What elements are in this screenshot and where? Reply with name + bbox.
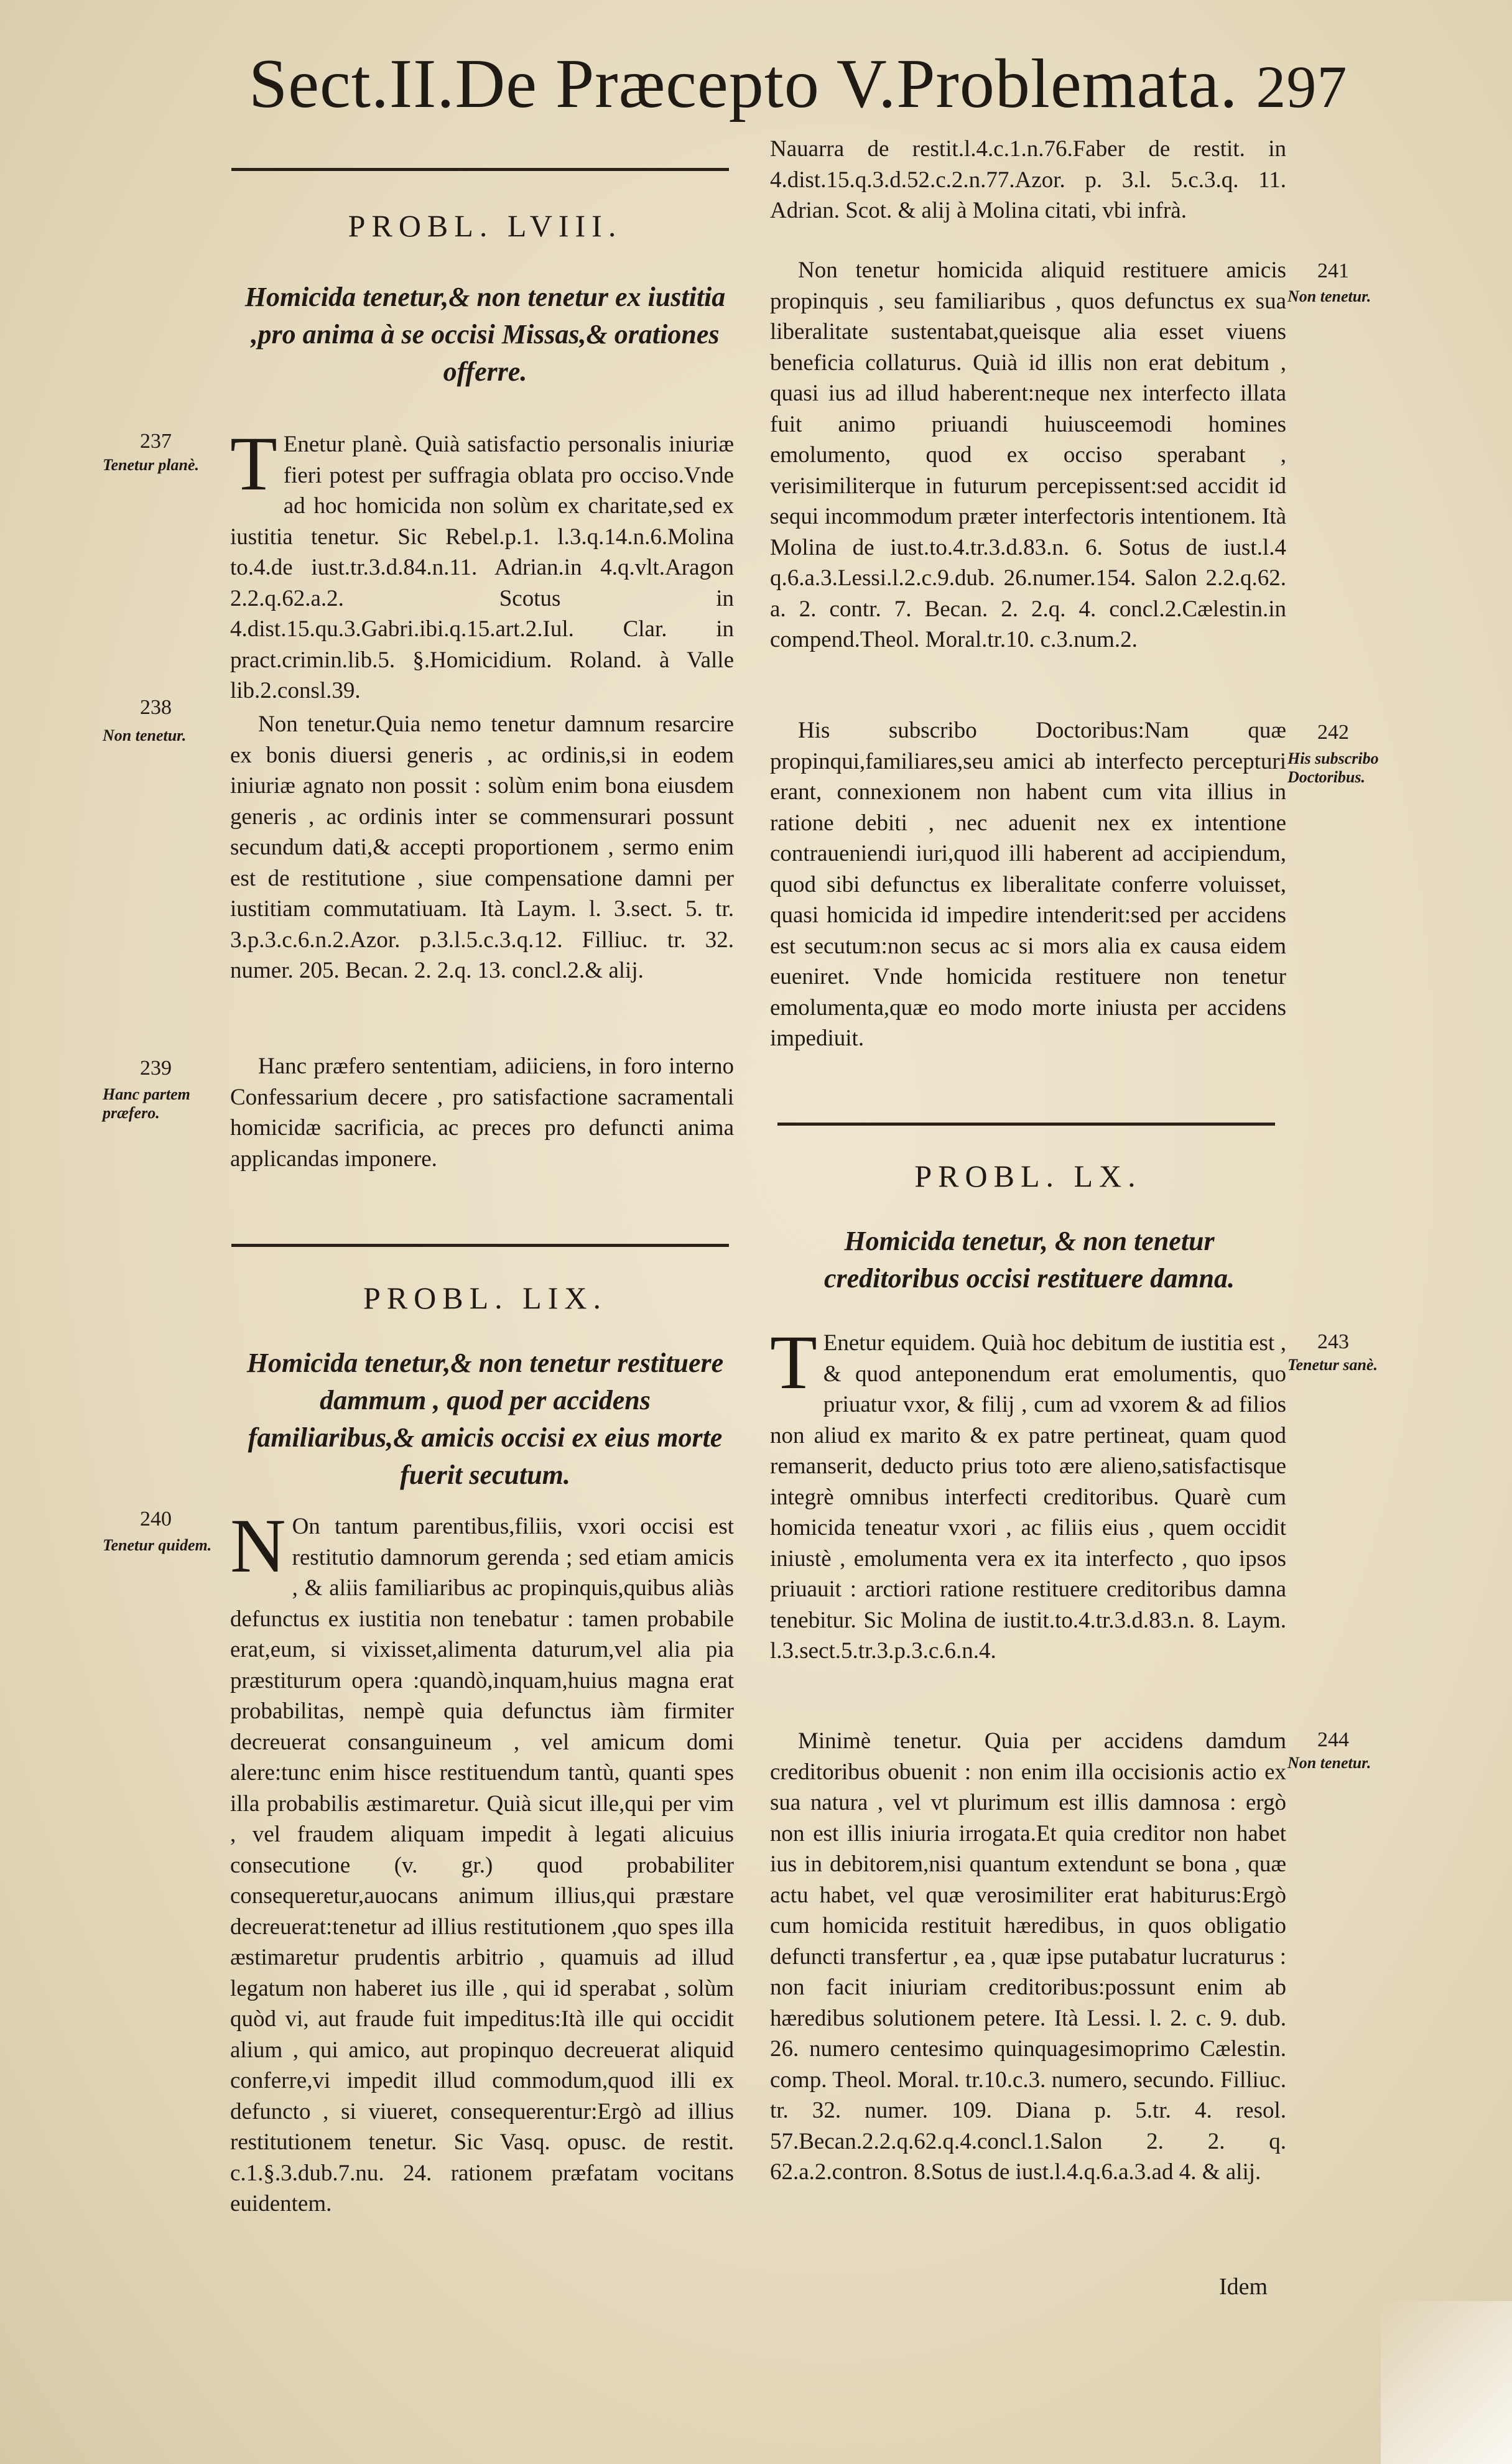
margin-number: 240 — [140, 1508, 172, 1531]
margin-note: Tenetur planè. — [103, 456, 200, 474]
paragraph — [230, 709, 734, 986]
paragraph — [770, 1726, 1286, 2188]
paragraph — [230, 1051, 734, 1174]
margin-number: 238 — [140, 696, 172, 719]
paragraph — [770, 715, 1286, 1054]
paragraph-text: Minimè tenetur. Quia per accidens damdum creditoribus obuenit : non enim illa occisionis actio ex sua natura , vel vt plurimum est illis damnosa : ergò non est illis iniuria irrogata.Et quia creditor non habet ius in debitorem,nisi quantum extendunt se bona , quæ actu habet, vel quæ verosimiliter erat habiturus:Ergò cum homicida restituit hæredibus, in quos obligatio defuncti transfertur , ea , quæ ipse putabatur lucraturus : non facit iniuriam creditoribus:possunt enim ab hæredibus solutionem petere. Ità Lessi. l. 2. c. 9. dub. 26. numero centesimo quinquagesimoprimo Cælestin. comp. Theol. Moral. tr.10.c.3. numero, secundo. Filliuc. tr. 32. numer. 109. Diana p. 5.tr. 4. resol. 57.Becan.2.2.q.62.q.4.concl.1.Salon 2. 2. q. 62.a.2.contron. 8.Sotus de iust.l.4.q.6.a.3.ad 4. & alij. — [770, 1728, 1286, 2185]
paragraph-continuation — [770, 134, 1286, 226]
problem-title: Homicida tenetur,& non tenetur ex iustitia ,pro anima à se occisi Missas,& orationes offerre. — [244, 282, 726, 387]
margin-note: Tenetur sanè. — [1287, 1356, 1378, 1374]
margin-number: 237 — [140, 430, 172, 453]
margin-note: Hanc partem præfero. — [103, 1085, 190, 1122]
paragraph — [230, 1503, 734, 2220]
drop-capital: T — [230, 421, 277, 506]
margin-number: 244 — [1317, 1728, 1349, 1751]
margin-number: 241 — [1317, 259, 1349, 282]
running-title: Sect.II.De Præcepto V.Problemata. — [249, 45, 1238, 123]
running-header — [249, 37, 1348, 131]
problem-heading: PROBL. LVIII. — [348, 208, 623, 243]
paragraph-text: Hanc præfero sententiam, adiiciens, in foro interno Confessarium decere , pro satisfactione sacramentali homicidæ sacrificia, ac preces pro defuncti anima applicandas imponere. — [230, 1054, 734, 1172]
section-rule — [231, 1244, 729, 1247]
paragraph-text: Non tenetur.Quia nemo tenetur damnum resarcire ex bonis diuersi generis , ac ordinis,si in eodem iniuriæ agnato non possit : solùm enim bona eiusdem generis , ac ordinis inter se commensurari possunt secundum dati,& accepti proportionem , sermo enim est de restitutione , siue compensatione damni per iustitiam commutatiuam. Ità Laym. l. 3.sect. 5. tr. 3.p.3.c.6.n.2.Azor. p.3.l.5.c.3.q.12. Filliuc. tr. 32. numer. 205. Becan. 2. 2.q. 13. concl.2.& alij. — [230, 711, 734, 983]
problem-title: Homicida tenetur,& non tenetur restituere dammum , quod per accidens familiaribus,& amicis occisi ex eius morte fuerit secutum. — [246, 1348, 724, 1490]
margin-note: Non tenetur. — [1287, 1754, 1371, 1772]
catchword: Idem — [1219, 2274, 1268, 2300]
paragraph — [230, 421, 734, 706]
paragraph-text: On tantum parentibus,filiis, vxori occisi est restitutio damnorum gerenda ; sed etiam amicis , & aliis familiaribus ac propinquis,quibus aliàs defunctus ex iustitia non tenebatur : tamen probabile erat,eum, si vixisset,alimenta daturum,vel alia pia præstiturum opera :quandò,inquam,huius magna erat probabilitas, nempè quia defunctus iàm firmiter decreuerat consanguineum , vel amicum domi alere:tunc enim hisce restituendum tantù, quanti spes illa probabilis æstimaretur. Quià sicut ille,qui per vim , vel fraudem aliquam impedit à legati alicuius consecutione (v. gr.) quod probabiliter consequeretur,auocans animum illius,qui præstare decreuerat:tenetur ad illius restitutionem ,quo spes illa æstimaretur prudentis arbitrio , quamuis ad illud legatum non haberet ius ille , qui id sperabat , solùm quòd vi, aut fraude fuit impeditus:Ità ille qui occidit alium , qui amico, aut propinquo decreuerat aliquid conferre,vi impedit illud commodum,quod illi ex defuncto , si viueret, consequerentur:Ergò ad illius restitutionem tenetur. Sic Vasq. opusc. de restit. c.1.§.3.dub.7.nu. 24. rationem præfatam vocitans euidentem. — [230, 1514, 734, 2216]
section-rule — [777, 1123, 1275, 1126]
drop-capital: T — [770, 1320, 817, 1405]
column-rule — [231, 168, 729, 171]
page-corner-fold — [1381, 2301, 1512, 2464]
paragraph-text: Enetur equidem. Quià hoc debitum de iustitia est , & quod anteponendum erat emolumentis, quo priuatur vxor, & filij , cum ad vxorem & ad filios non aliud ex marito & ex patre pertineat, quam quod remanserit, deducto prius toto ære alieno,satisfactisque integrè omnibus interfecti creditoribus. Quarè cum homicida teneatur vxori , ac filiis eius , quem occidit iniustè , emolumenta vera ex ita interfecto , quo ipsos priuauit : arctiori ratione restituere creditoribus damna tenebitur. Sic Molina de iustit.to.4.tr.3.d.83.n. 8. Laym. l.3.sect.5.tr.3.p.3.c.6.n.4. — [770, 1330, 1286, 1664]
paragraph-text: His subscribo Doctoribus:Nam quæ propinqui,familiares,seu amici ab interfecto percepturi erant, connexionem non habent cum vita illius in ratione debiti , nec aduenit nex ex intentione contraueniendi iuri,quod illi haberent ad accipiendum, quod sibi defunctus ex liberalitate conferre voluisset, quasi homicida id impedire intenderit:sed per accidens est secutum:non secus ac si mors alia ex causa eidem eueniret. Vnde homicida restituere non tenetur emolumenta,quæ eo modo morte iniusta per accidens impediuit. — [770, 718, 1286, 1051]
paragraph — [770, 1320, 1286, 1667]
drop-capital: N — [230, 1503, 286, 1588]
problem-heading: PROBL. LIX. — [363, 1281, 607, 1315]
page-number: 297 — [1256, 53, 1348, 120]
margin-number: 243 — [1317, 1330, 1349, 1353]
paragraph-text: Non tenetur homicida aliquid restituere amicis propinquis , seu familiaribus , quos defunctus ex sua liberalitate sustentabat,queisque alia esset viuens beneficia collaturus. Quià id illis non erat debitum , quasi ius ad illud haberent:neque nex interfecto illata fuit animo priuandi huiusceemodi homines emolumento, quod ex occiso sperabant , verisimiliterque in futurum percepissent:sed accidit id sequi incommodum præter interfectoris intentionem. Ità Molina de iust.to.4.tr.3.d.83.n. 6. Sotus de iust.l.4 q.6.a.3.Lessi.l.2.c.9.dub. 26.numer.154. Salon 2.2.q.62. a. 2. contr. 7. Becan. 2. 2.q. 4. concl.2.Cælestin.in compend.Theol. Moral.tr.10. c.3.num.2. — [770, 257, 1286, 652]
paragraph-text: Enetur planè. Quià satisfactio personalis iniuriæ fieri potest per suffragia oblata pro occiso.Vnde ad hoc homicida non solùm ex charitate,sed ex iustitia tenetur. Sic Rebel.p.1. l.3.q.14.n.6.Molina to.4.de iust.tr.3.d.84.n.11. Adrian.in 4.q.vlt.Aragon 2.2.q.62.a.2. Scotus in 4.dist.15.qu.3.Gabri.ibi.q.15.art.2.Iul. Clar. in pract.crimin.lib.5. §.Homicidium. Roland. à Valle lib.2.consl.39. — [230, 432, 734, 703]
margin-note: Tenetur quidem. — [103, 1536, 212, 1554]
margin-number: 242 — [1317, 721, 1349, 744]
margin-number: 239 — [140, 1057, 172, 1080]
margin-note: Non tenetur. — [1287, 287, 1371, 305]
paragraph-text: Nauarra de restit.l.4.c.1.n.76.Faber de restit. in 4.dist.15.q.3.d.52.c.2.n.77.Azor. p. 3.l. 5.c.3.q. 11. Adrian. Scot. & alij à Molina citati, vbi infrà. — [770, 136, 1286, 223]
paragraph — [770, 255, 1286, 655]
problem-heading: PROBL. LX. — [914, 1159, 1142, 1193]
margin-note: Non tenetur. — [103, 726, 187, 744]
margin-note: His subscribo Doctoribus. — [1287, 749, 1379, 786]
problem-title: Homicida tenetur, & non tenetur creditoribus occisi restituere damna. — [824, 1226, 1235, 1294]
